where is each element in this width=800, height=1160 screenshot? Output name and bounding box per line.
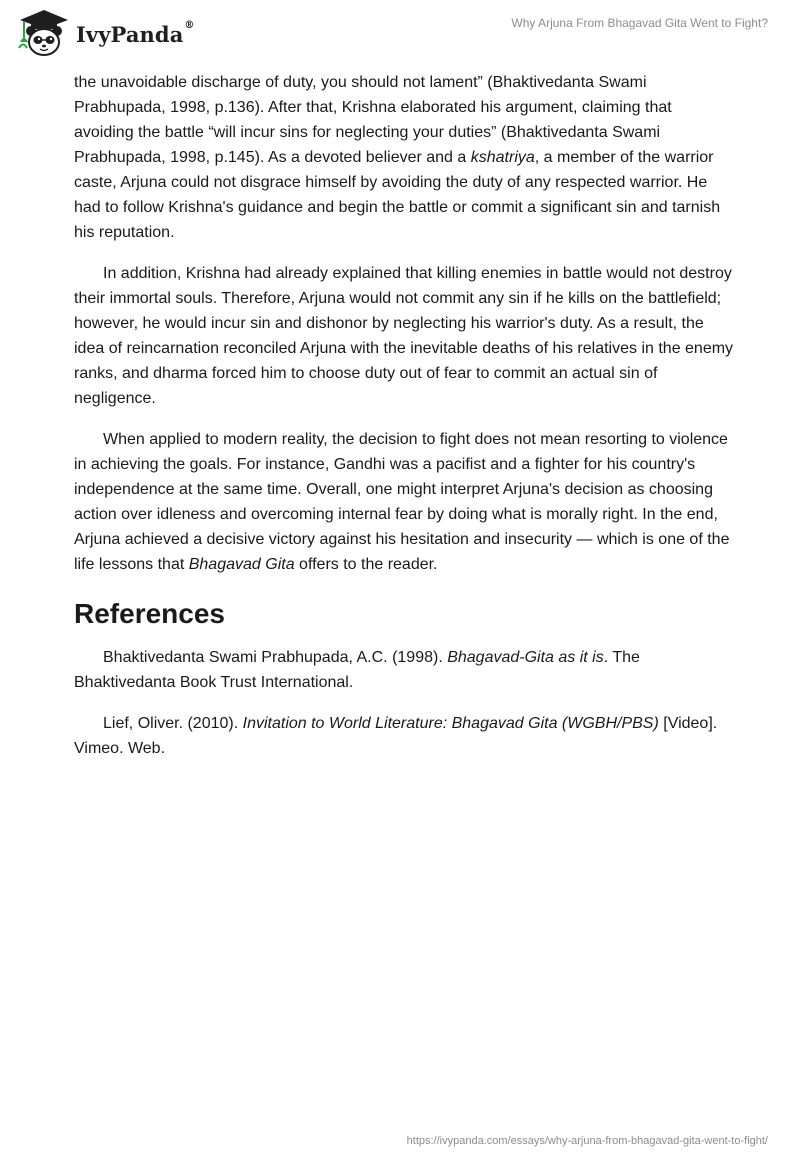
paragraph: When applied to modern reality, the decision to fight does not mean resorting to violence in achieving the goals. For instance, Gandhi was a pacifist and a fighter for his country's independence at the same time. Overall, one might interpret Arjuna's decision as choosing action over idleness and overcoming internal fear by doing what is morally right. In the end, Arjuna achieved a decisive victory against his hesitation and insecurity — which is one of the life lessons that Bhagavad Gita offers to the reader. (74, 431, 730, 573)
paragraph-continued: the unavoidable discharge of duty, you should not lament” (Bhaktivedanta Swami Prabhupada, 1998, p.136). After that, Krishna elaborated his argument, claiming that avoiding the battle “will incur sins for neglecting your duties” (Bhaktivedanta Swami Prabhupada, 1998, p.145). As a devoted believer and a kshatriya, a member of the warrior caste, Arjuna could not disgrace himself by avoiding the duty of any respected warrior. He had to follow Krishna's guidance and begin the battle or commit a significant sin and tarnish his reputation. (74, 74, 721, 241)
source-url[interactable]: https://ivypanda.com/essays/why-arjuna-from-bhagavad-gita-went-to-fight/ (406, 1135, 768, 1147)
reference-title: Invitation to World Literature: Bhagavad Gita (WGBH/PBS) (242, 715, 659, 732)
reference-title: Bhagavad-Gita as it is (447, 649, 604, 666)
brand-name: IvyPanda® (76, 19, 195, 47)
reference-entry: Bhaktivedanta Swami Prabhupada, A.C. (1998). Bhagavad-Gita as it is. The Bhaktivedanta Book Trust International. (74, 649, 640, 691)
panda-graduate-icon (14, 8, 72, 58)
paragraph: In addition, Krishna had already explained that killing enemies in battle would not destroy their immortal souls. Therefore, Arjuna would not commit any sin if he kills on the battlefield; however, he would incur sin and dishonor by neglecting his warrior's duty. As a result, the idea of reincarnation reconciled Arjuna with the inevitable deaths of his relatives in the enemy ranks, and dharma forced him to choose duty out of fear to commit an actual sin of negligence. (74, 265, 734, 407)
references-heading: References (74, 598, 225, 629)
registered-mark: ® (184, 19, 195, 31)
page-header (0, 0, 800, 64)
italic-term: kshatriya (470, 149, 535, 166)
italic-title: Bhagavad Gita (188, 556, 295, 573)
reference-entry: Lief, Oliver. (2010). Invitation to World Literature: Bhagavad Gita (WGBH/PBS) [Video]. Vimeo. Web. (74, 715, 718, 757)
ivypanda-logo[interactable] (14, 8, 195, 58)
essay-body (74, 70, 734, 761)
document-title: Why Arjuna From Bhagavad Gita Went to Fight? (511, 16, 768, 30)
